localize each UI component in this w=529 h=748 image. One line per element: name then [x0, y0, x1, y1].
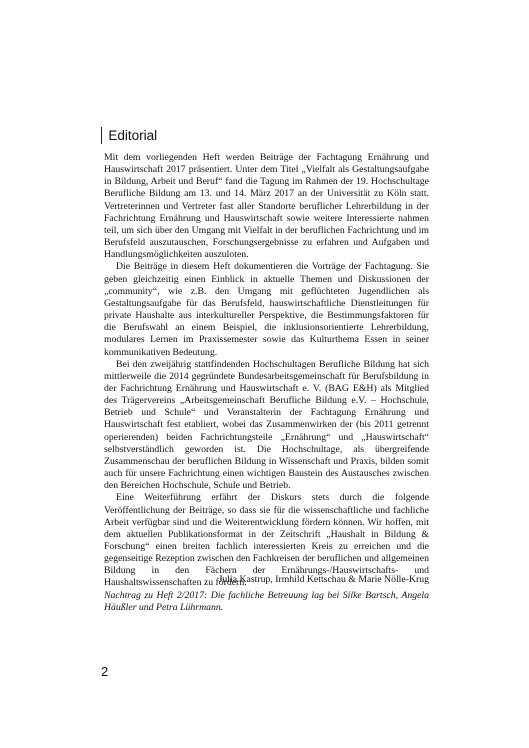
body-text [104, 152, 429, 590]
paragraph-2: Die Beiträge in diesem Heft dokumentieren die Vorträge der Fachtagung. Sie geben gleichzeitig einen Einblick in aktuelle Themen und Diskussionen der „community“, wie z.B. den Umgang mit geflüchteten Jugendlichen als Gestaltungsaufgabe für das Berufsfeld, hauswirtschaftliche Dienstleitungen für private Haushalte aus interkultureller Perspektive, die Bestimmungsfaktoren für die Berufswahl an einem Beispiel, die inklusionsorientierte Lehrerbildung, modulares Lernen im Praxissemester sowie das Kulturthema Essen in seiner kommunikativen Bedeutung. [104, 261, 429, 358]
section-heading [101, 125, 157, 145]
paragraph-3: Bei den zweijährig stattfindenden Hochschultagen Berufliche Bildung hat sich mittlerweile die 2014 gegründete Bundesarbeitsgemeinschaft für Berufsbildung in der Fachrichtung Ernährung und Hauswirtschaft e. V. (BAG E&H) als Mitglied des Trägervereins „Arbeitsgemeinschaft Berufliche Bildung e.V. – Hochschule, Betrieb und Schule“ und Veranstalterin der Fachtagung Ernährung und Hauswirtschaft fest etabliert, wobei das Zusammenwirken der (bis 2011 getrennt operierenden) beiden Fachrichtungsteile „Ernährung“ und „Hauswirtschaft“ selbstverständlich geworden ist. Die Hochschultage, als übergreifende Zusammenschau der beruflichen Bildung in Wissenschaft und Praxis, bilden somit auch für unsere Fachrichtung einen wichtigen Baustein des Austausches zwischen den Bereichen Hochschule, Schule und Betrieb. [104, 358, 429, 492]
page-number: 2 [101, 664, 109, 679]
addendum-note: Nachtrag zu Heft 2/2017: Die fachliche Betreuung lag bei Silke Bartsch, Angela Häußler und Petra Lührmann. [104, 590, 429, 614]
heading-title: Editorial [108, 127, 158, 143]
paragraph-4: Eine Weiterführung erfährt der Diskurs stets durch die folgende Veröffentlichung der Beiträge, so dass sie für die wissenschaftliche und fachliche Arbeit verfügbar sind und die Weiterentwicklung fördern können. Wir hoffen, mit dem aktuellen Publikationsformat in der Zeitschrift „Haushalt in Bildung & Forschung“ einen breiten fachlich interessierten Kreis zu erreichen und die gegenseitige Rezeption zwischen den Fachkreisen der beruflichen und allgemeinen Bildung in den Fächern der Ernährungs-/Hauswirtschafts- und Haushaltswissenschaften zu fördern. [104, 492, 429, 589]
heading-rule [101, 127, 102, 144]
paragraph-1: Mit dem vorliegenden Heft werden Beiträge der Fachtagung Ernährung und Hauswirtschaft 2017 präsentiert. Unter dem Titel „Vielfalt als Gestaltungsaufgabe in Bildung, Arbeit und Beruf“ fand die Tagung im Rahmen der 19. Hochschultage Berufliche Bildung am 13. und 14. März 2017 an der Universität zu Köln statt. Vertreterinnen und Vertreter fast aller Standorte beruflicher Lehrerbildung in der Fachrichtung Ernährung und Hauswirtschaft sowie weitere Interessierte nahmen teil, um sich über den Umgang mit Vielfalt in der beruflichen Fachrichtung und im Berufsfeld auszutauschen, Forschungsergebnisse zu erfahren und Aufgaben und Handlungsmöglichkeiten auszuloten. [104, 152, 429, 261]
author-signature: Julia Kastrup, Irmhild Kettschau & Marie Nölle-Krug [218, 574, 429, 585]
